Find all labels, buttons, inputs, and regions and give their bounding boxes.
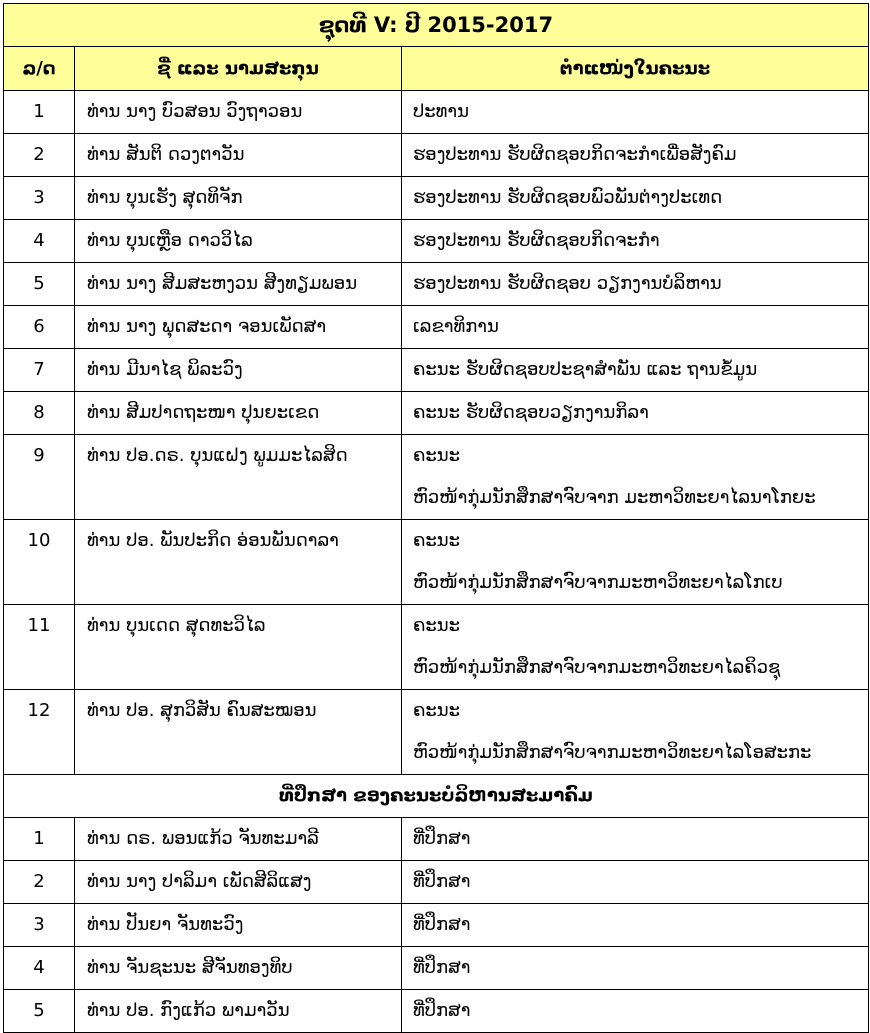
member-number: 3 xyxy=(4,177,75,220)
advisor-number: 3 xyxy=(4,904,75,947)
advisor-row xyxy=(4,904,869,947)
member-position: ຮອງປະທານ ຮັບຜິດຊອບກິດຈະກຳເພື່ອສັງຄົມ xyxy=(402,134,869,177)
member-position xyxy=(402,520,869,605)
member-position xyxy=(402,605,869,690)
advisor-number: 4 xyxy=(4,947,75,990)
member-name: ທ່ານ ນາງ ບົວສອນ ວົງຖາວອນ xyxy=(75,91,402,134)
advisor-position: ທີ່ປຶກສາ xyxy=(402,990,869,1033)
col-header-position: ຕຳແໜ່ງໃນຄະນະ xyxy=(402,47,869,91)
col-header-number: ລ/ດ xyxy=(4,47,75,91)
member-position-line: ຄະນະ xyxy=(413,530,461,551)
member-row xyxy=(4,690,869,775)
table-title: ຊຸດທີ V: ປີ 2015-2017 xyxy=(4,4,869,47)
member-position-line: ຄະນະ xyxy=(413,445,461,466)
advisor-row xyxy=(4,947,869,990)
member-number: 7 xyxy=(4,349,75,392)
member-row xyxy=(4,392,869,435)
advisor-position: ທີ່ປຶກສາ xyxy=(402,861,869,904)
member-position-line: ຄະນະ xyxy=(413,700,461,721)
advisor-position: ທີ່ປຶກສາ xyxy=(402,818,869,861)
member-position: ຮອງປະທານ ຮັບຜິດຊອບກິດຈະກຳ xyxy=(402,220,869,263)
member-name: ທ່ານ ບຸນເຮັງ ສຸດທິຈັກ xyxy=(75,177,402,220)
member-name: ທ່ານ ມີນາໄຊ ພິລະວົງ xyxy=(75,349,402,392)
advisor-row xyxy=(4,818,869,861)
advisor-row xyxy=(4,990,869,1033)
member-name: ທ່ານ ປອ. ພັນປະກິດ ອ່ອນພັນດາລາ xyxy=(75,520,402,605)
member-number: 6 xyxy=(4,306,75,349)
member-number: 2 xyxy=(4,134,75,177)
member-row xyxy=(4,520,869,605)
member-name: ທ່ານ ນາງ ສີມສະຫງວນ ສີງທຽມພອນ xyxy=(75,263,402,306)
advisors-header-row xyxy=(4,775,869,818)
member-row xyxy=(4,435,869,520)
advisor-position: ທີ່ປຶກສາ xyxy=(402,947,869,990)
member-name: ທ່ານ ບຸນເຫຼືອ ດາວວິໄລ xyxy=(75,220,402,263)
member-number: 10 xyxy=(4,520,75,605)
member-position-line: ຫົວໜ້າກຸ່ມນັກສຶກສາຈົບຈາກ ມະຫາວິທະຍາໄລນາໂກຍະ xyxy=(413,487,816,508)
advisor-number: 1 xyxy=(4,818,75,861)
member-position-line: ຄະນະ xyxy=(413,615,461,636)
member-row xyxy=(4,263,869,306)
member-number: 11 xyxy=(4,605,75,690)
member-row xyxy=(4,605,869,690)
member-number: 1 xyxy=(4,91,75,134)
member-row xyxy=(4,91,869,134)
advisor-name: ທ່ານ ດຣ. ພອນແກ້ວ ຈັນທະມາລີ xyxy=(75,818,402,861)
member-position: ຮອງປະທານ ຮັບຜິດຊອບພົວພັນຕ່າງປະເທດ xyxy=(402,177,869,220)
member-number: 9 xyxy=(4,435,75,520)
member-row xyxy=(4,306,869,349)
member-position: ຄະນະ ຮັບຜິດຊອບວຽກງານກິລາ xyxy=(402,392,869,435)
advisors-title: ທີ່ປຶກສາ ຂອງຄະນະບໍລິຫານສະມາຄົມ xyxy=(4,775,869,818)
advisor-number: 5 xyxy=(4,990,75,1033)
member-number: 12 xyxy=(4,690,75,775)
member-name: ທ່ານ ສັນຕິ ດວງຕາວັນ xyxy=(75,134,402,177)
advisor-name: ທ່ານ ຈັນຊະນະ ສີຈັນທອງທິບ xyxy=(75,947,402,990)
member-position: ຄະນະ ຮັບຜິດຊອບປະຊາສຳພັນ ແລະ ຖານຂໍ້ມູນ xyxy=(402,349,869,392)
member-position: ເລຂາທິການ xyxy=(402,306,869,349)
member-name: ທ່ານ ບຸນເດດ ສຸດທະວິໄລ xyxy=(75,605,402,690)
member-number: 5 xyxy=(4,263,75,306)
member-row xyxy=(4,220,869,263)
member-number: 8 xyxy=(4,392,75,435)
advisor-name: ທ່ານ ປອ. ກົງແກ້ວ ພາມາວັນ xyxy=(75,990,402,1033)
member-row xyxy=(4,134,869,177)
member-position xyxy=(402,690,869,775)
title-row xyxy=(4,4,869,47)
member-position-line: ຫົວໜ້າກຸ່ມນັກສຶກສາຈົບຈາກມະຫາວິທະຍາໄລໂອສະກະ xyxy=(413,742,812,763)
advisor-name: ທ່ານ ນາງ ປາລິມາ ເພັດສີລິແສງ xyxy=(75,861,402,904)
member-name: ທ່ານ ນາງ ພຸດສະດາ ຈອນເພັດສາ xyxy=(75,306,402,349)
column-header-row xyxy=(4,47,869,91)
member-position: ປະທານ xyxy=(402,91,869,134)
member-row xyxy=(4,349,869,392)
member-position: ຮອງປະທານ ຮັບຜິດຊອບ ວຽກງານບໍລິຫານ xyxy=(402,263,869,306)
member-name: ທ່ານ ປອ. ສຸກວິສັນ ຄົນສະໝອນ xyxy=(75,690,402,775)
advisor-number: 2 xyxy=(4,861,75,904)
member-name: ທ່ານ ສີມປາດຖະໜາ ປຸນຍະເຂດ xyxy=(75,392,402,435)
committee-table xyxy=(3,3,869,1033)
member-number: 4 xyxy=(4,220,75,263)
member-name: ທ່ານ ປອ.ດຣ. ບຸນແຝງ ພູມມະໄລສິດ xyxy=(75,435,402,520)
member-position xyxy=(402,435,869,520)
member-position-line: ຫົວໜ້າກຸ່ມນັກສຶກສາຈົບຈາກມະຫາວິທະຍາໄລໂກເບ xyxy=(413,572,783,593)
member-row xyxy=(4,177,869,220)
advisor-name: ທ່ານ ປັນຍາ ຈັນທະວົງ xyxy=(75,904,402,947)
advisor-row xyxy=(4,861,869,904)
advisor-position: ທີ່ປຶກສາ xyxy=(402,904,869,947)
member-position-line: ຫົວໜ້າກຸ່ມນັກສຶກສາຈົບຈາກມະຫາວິທະຍາໄລຄິວຊຸ xyxy=(413,657,781,678)
col-header-name: ຊື່ ແລະ ນາມສະກຸນ xyxy=(75,47,402,91)
